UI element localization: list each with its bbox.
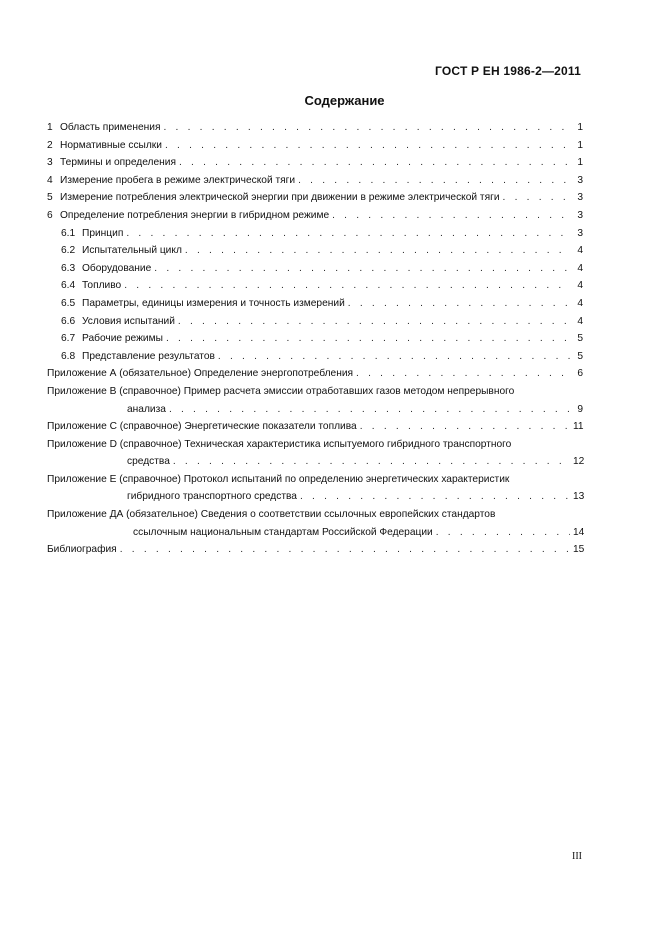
toc-appendix-label: Приложение D (справочное) Техническая характеристика испытуемого гибридного транспортного <box>47 438 512 450</box>
toc-entry-label: Параметры, единицы измерения и точность измерений <box>82 297 345 309</box>
toc-appendix-e[interactable] <box>47 471 583 506</box>
toc-appendix-d[interactable] <box>47 436 583 471</box>
toc-entry-label: Оборудование <box>82 262 152 274</box>
leader-dots <box>356 365 570 383</box>
toc-bibliography[interactable] <box>47 541 583 559</box>
toc-entry-6-8[interactable] <box>47 348 583 366</box>
toc-entry-number: 3 <box>47 157 53 169</box>
toc-entry-label: Условия испытаний <box>82 315 175 327</box>
toc-entry-6-1[interactable] <box>47 225 583 243</box>
toc-entry-label: Измерение пробега в режиме электрической тяги <box>60 174 296 186</box>
toc-entry-label: Принцип <box>82 227 124 239</box>
toc-appendix-label: Приложение С (справочное) Энергетические показатели топлива <box>47 421 357 433</box>
toc-entry-page: 14 <box>573 526 585 538</box>
toc-entry-number: 5 <box>47 192 53 204</box>
toc-entry-page: 3 <box>577 174 583 186</box>
toc-appendix-a[interactable] <box>47 365 583 383</box>
leader-dots <box>348 295 570 313</box>
toc-entry-6-6[interactable] <box>47 313 583 331</box>
toc-entry-label: Представление результатов <box>82 350 215 362</box>
leader-dots <box>169 401 570 419</box>
leader-dots <box>126 225 570 243</box>
toc-entry-page: 1 <box>577 157 583 169</box>
toc-entry-page: 11 <box>573 421 584 433</box>
toc-entry-page: 1 <box>577 139 583 151</box>
toc-entry-label: Область применения <box>60 122 161 133</box>
leader-dots <box>360 418 570 436</box>
leader-dots <box>503 189 570 207</box>
toc-entry-number: 6.5 <box>61 297 76 309</box>
toc-appendix-b[interactable] <box>47 383 583 418</box>
leader-dots <box>436 524 570 542</box>
toc-entry-6[interactable] <box>47 207 583 225</box>
toc-entry-label: Измерение потребления электрической энергии при движении в режиме электрической тяги <box>60 192 500 204</box>
toc-entry-number: 6.6 <box>61 315 76 327</box>
table-of-contents <box>47 119 583 559</box>
toc-entry-page: 4 <box>577 280 583 292</box>
leader-dots <box>332 207 570 225</box>
toc-entry-6-5[interactable] <box>47 295 583 313</box>
toc-entry-1[interactable] <box>47 119 583 137</box>
toc-entry-6-2[interactable] <box>47 242 583 260</box>
toc-entry-page: 13 <box>573 491 585 503</box>
toc-entry-label: Топливо <box>82 280 122 292</box>
toc-entry-number: 6 <box>47 209 53 221</box>
toc-appendix-label: Приложение Е (справочное) Протокол испытаний по определению энергетических характеристик <box>47 473 510 485</box>
toc-entry-2[interactable] <box>47 137 583 155</box>
toc-appendix-label: Приложение В (справочное) Пример расчета эмиссии отработавших газов методом непрерывного <box>47 385 515 397</box>
toc-appendix-label-cont: анализа <box>127 403 166 415</box>
toc-entry-6-3[interactable] <box>47 260 583 278</box>
toc-entry-page: 4 <box>577 297 583 309</box>
leader-dots <box>300 488 570 506</box>
toc-appendix-label-cont: средства <box>127 456 170 468</box>
toc-entry-page: 15 <box>573 544 585 556</box>
toc-appendix-label-cont: гибридного транспортного средства <box>127 491 297 503</box>
toc-entry-label: Нормативные ссылки <box>60 139 162 151</box>
toc-appendix-label: Приложение ДА (обязательное) Сведения о соответствии ссылочных европейских стандартов <box>47 509 496 521</box>
toc-entry-page: 3 <box>577 227 583 239</box>
toc-entry-6-7[interactable] <box>47 330 583 348</box>
toc-entry-label: Испытательный цикл <box>82 245 182 257</box>
leader-dots <box>124 277 570 295</box>
toc-entry-6-4[interactable] <box>47 277 583 295</box>
leader-dots <box>173 453 570 471</box>
leader-dots <box>185 242 570 260</box>
toc-entry-number: 6.8 <box>61 350 76 362</box>
toc-entry-page: 1 <box>577 122 583 133</box>
leader-dots <box>179 154 570 172</box>
toc-entry-number: 6.3 <box>61 262 76 274</box>
toc-entry-page: 5 <box>577 333 583 345</box>
toc-appendix-label-cont: ссылочным национальным стандартам Российской Федерации <box>133 526 433 538</box>
toc-entry-4[interactable] <box>47 172 583 190</box>
leader-dots <box>298 172 570 190</box>
toc-entry-3[interactable] <box>47 154 583 172</box>
toc-appendix-label: Библиография <box>47 544 117 556</box>
toc-entry-label: Определение потребления энергии в гибридном режиме <box>60 209 330 221</box>
toc-entry-5[interactable] <box>47 189 583 207</box>
toc-appendix-c[interactable] <box>47 418 583 436</box>
toc-entry-number: 6.4 <box>61 280 76 292</box>
toc-entry-page: 4 <box>577 262 583 274</box>
page-number: III <box>572 851 582 862</box>
toc-entry-number: 2 <box>47 139 53 151</box>
page-title: Содержание <box>304 93 385 108</box>
leader-dots <box>154 260 570 278</box>
toc-entry-page: 4 <box>577 315 583 327</box>
toc-entry-page: 5 <box>577 350 583 362</box>
toc-entry-page: 12 <box>573 456 585 468</box>
toc-entry-number: 1 <box>47 122 53 133</box>
leader-dots <box>165 137 570 155</box>
toc-appendix-label: Приложение А (обязательное) Определение энергопотребления <box>47 368 354 380</box>
toc-entry-number: 4 <box>47 174 53 186</box>
toc-entry-page: 3 <box>577 209 583 221</box>
toc-entry-number: 6.7 <box>61 333 76 345</box>
toc-appendix-da[interactable] <box>47 506 583 541</box>
toc-entry-page: 3 <box>577 192 583 204</box>
toc-entry-number: 6.1 <box>61 227 76 239</box>
leader-dots <box>120 541 570 559</box>
toc-entry-page: 4 <box>577 245 583 257</box>
toc-entry-page: 9 <box>577 403 583 415</box>
leader-dots <box>178 313 570 331</box>
toc-entry-label: Рабочие режимы <box>82 333 163 345</box>
leader-dots <box>166 330 570 348</box>
toc-entry-number: 6.2 <box>61 245 76 257</box>
toc-entry-label: Термины и определения <box>60 157 176 169</box>
toc-entry-page: 6 <box>577 368 583 380</box>
leader-dots <box>163 119 570 137</box>
document-code: ГОСТ Р ЕН 1986-2—2011 <box>435 64 581 78</box>
leader-dots <box>218 348 570 366</box>
